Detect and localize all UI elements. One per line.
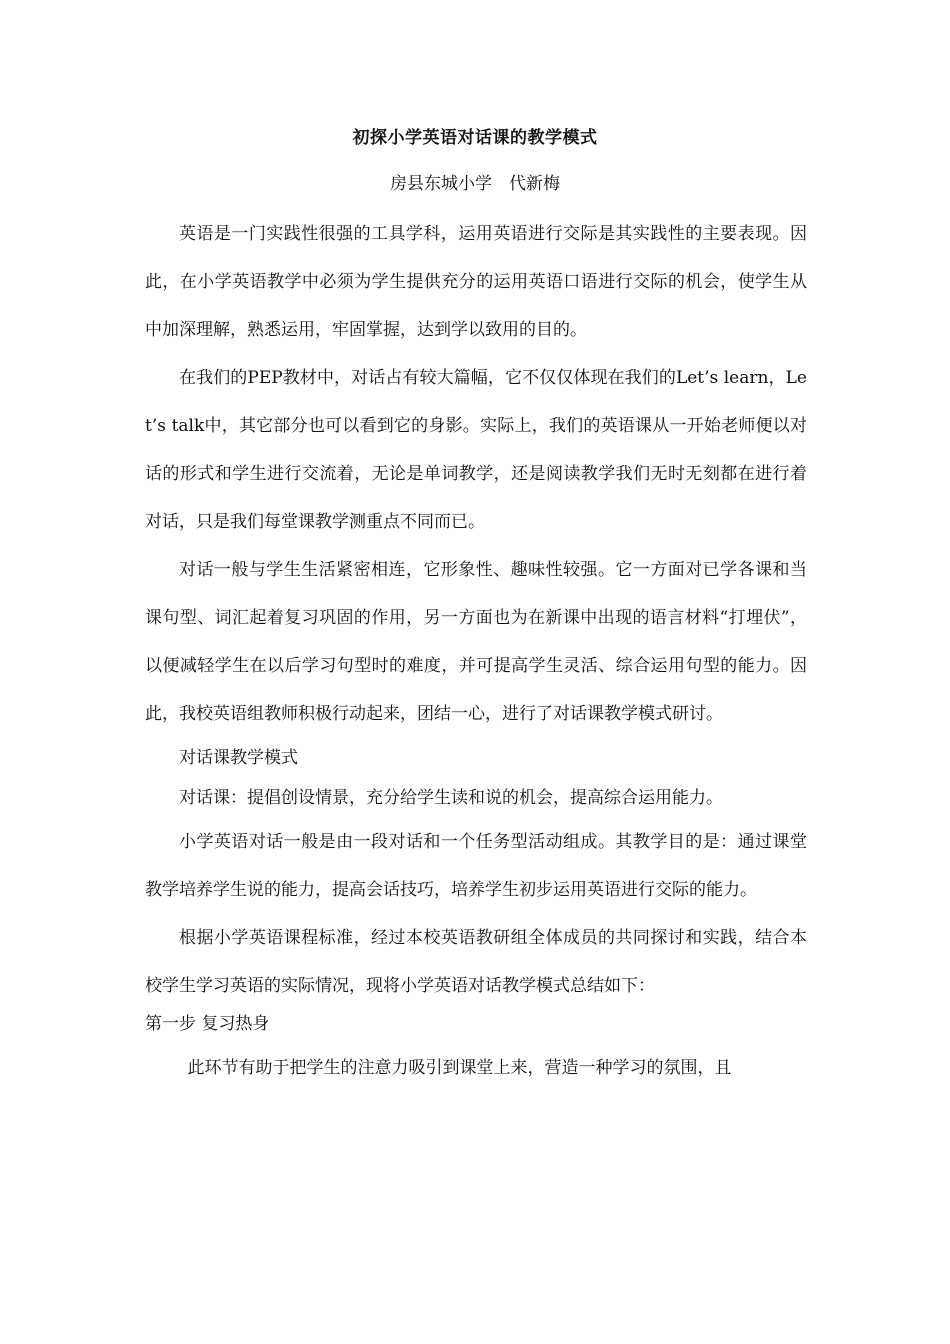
document-title: 初探小学英语对话课的教学模式 [352,128,598,148]
paragraph-pep-textbook: 在我们的PEP教材中，对话占有较大篇幅，它不仅仅体现在我们的Let’s learn，Let’s talk中，其它部分也可以看到它的身影。实际上，我们的英语课从一开始老师便以对话的形式和学生进行交流着，无论是单词教学，还是阅读教学我们无时无刻都在进行着对话，只是我们每堂课教学测重点不同而已。 [145,368,807,532]
paragraph-dialogue-features: 对话一般与学生生活紧密相连，它形象性、趣味性较强。它一方面对已学各课和当课句型、词汇起着复习巩固的作用，另一方面也为在新课中出现的语言材料“打埋伏”，以便减轻学生在以后学习句型时的难度，并可提高学生灵活、综合运用句型的能力。因此，我校英语组教师积极行动起来，团结一心，进行了对话课教学模式研讨。 [145,560,807,724]
paragraph-teaching-goal: 小学英语对话一般是由一段对话和一个任务型活动组成。其教学目的是：通过课堂教学培养学生说的能力，提高会话技巧，培养学生初步运用英语进行交际的能力。 [145,832,807,900]
paragraph-intro: 英语是一门实践性很强的工具学科，运用英语进行交际是其实践性的主要表现。因此，在小学英语教学中必须为学生提供充分的运用英语口语进行交际的机会，使学生从中加深理解，熟悉运用，牢固掌握，达到学以致用的目的。 [145,224,807,340]
step-one-body: 此环节有助于把学生的注意力吸引到课堂上来，营造一种学习的氛围，且 [187,1058,732,1078]
paragraph-summary: 根据小学英语课程标准，经过本校英语教研组全体成员的共同探讨和实践，结合本校学生学习英语的实际情况，现将小学英语对话教学模式总结如下： [145,928,807,996]
document-author: 房县东城小学 代新梅 [390,174,560,194]
definition-line: 对话课：提倡创设情景，充分给学生读和说的机会，提高综合运用能力。 [179,788,723,808]
section-heading: 对话课教学模式 [179,748,298,768]
step-one-heading: 第一步 复习热身 [145,1014,270,1034]
document-body [145,210,807,1092]
